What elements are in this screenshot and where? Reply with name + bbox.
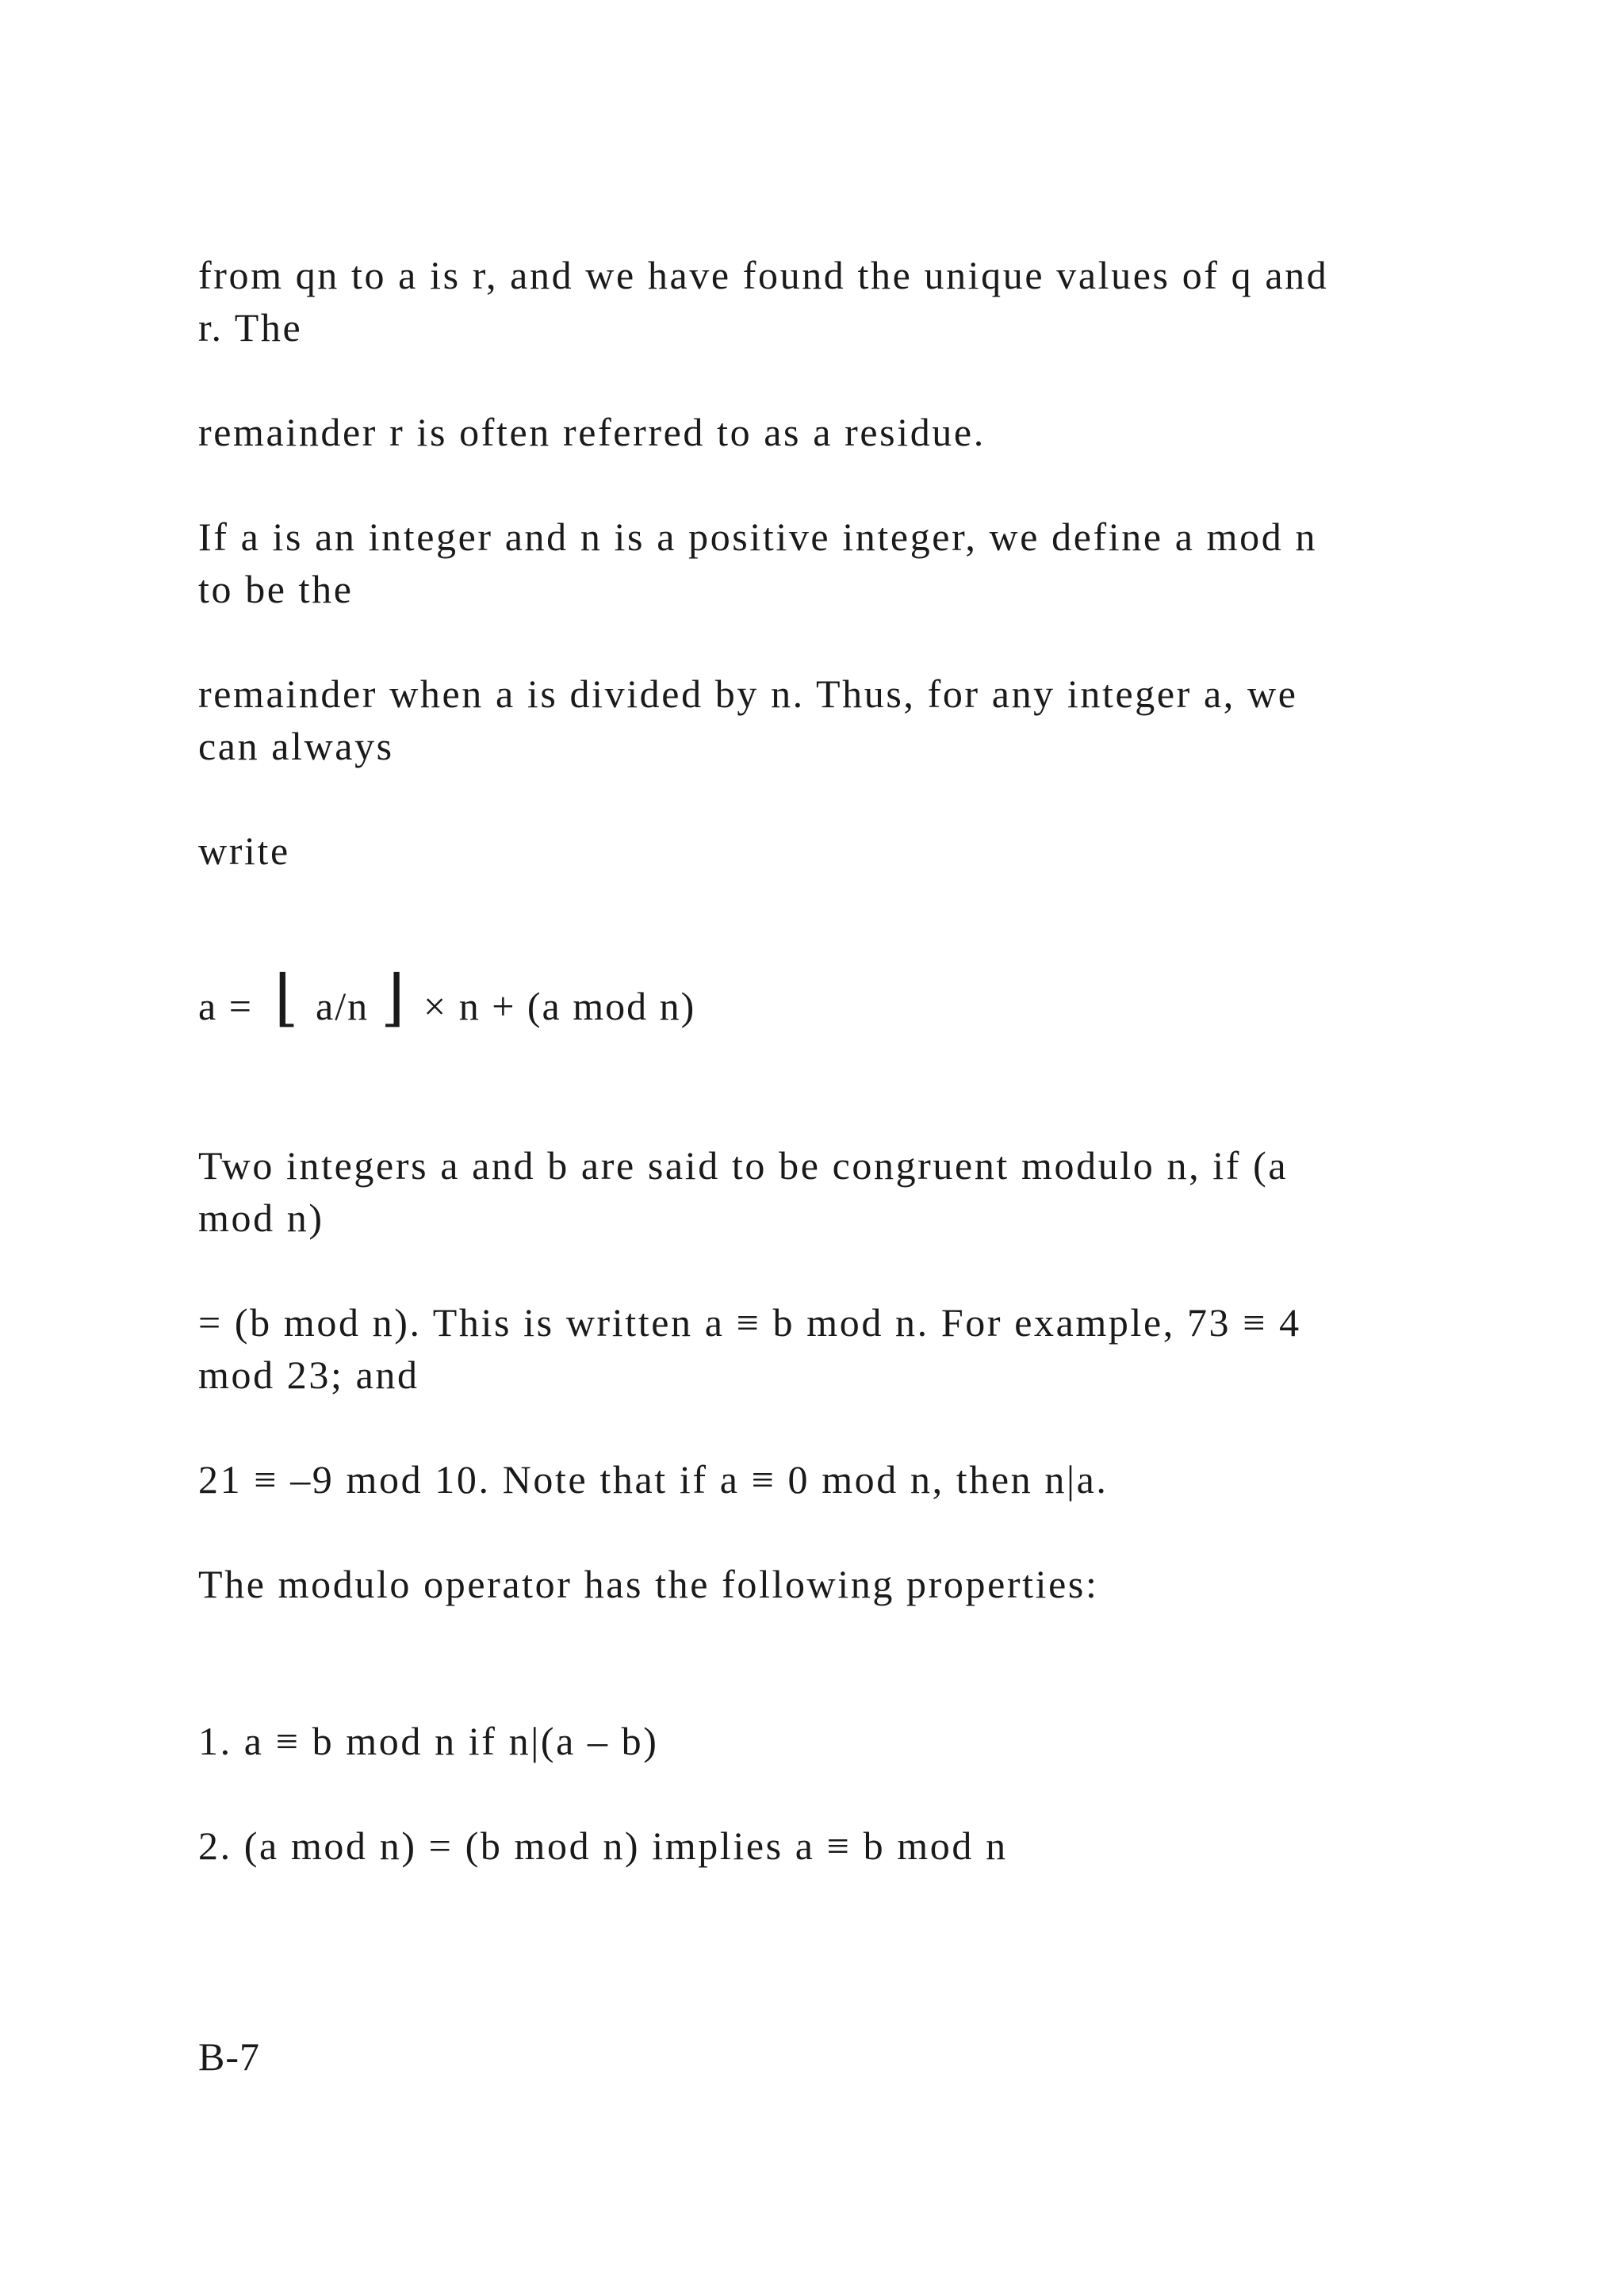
paragraph-4-line-2: can always xyxy=(198,724,394,768)
property-1: 1. a ≡ b mod n if n|(a – b) xyxy=(198,1719,659,1763)
floor-left-bracket: ⌊ xyxy=(274,963,301,1032)
property-2: 2. (a mod n) = (b mod n) implies a ≡ b mod n xyxy=(198,1823,1008,1868)
paragraph-6-line-2: mod n) xyxy=(198,1196,324,1240)
paragraph-3-line-1: If a is an integer and n is a positive integer, we define a mod n xyxy=(198,515,1318,559)
formula-lhs: a = xyxy=(198,984,253,1028)
paragraph-5-line-1: write xyxy=(198,828,290,873)
paragraph-6-line-1: Two integers a and b are said to be congruent modulo n, if (a xyxy=(198,1143,1289,1188)
paragraph-8-line-1: 21 ≡ –9 mod 10. Note that if a ≡ 0 mod n, then n|a. xyxy=(198,1457,1109,1502)
paragraph-1-line-1: from qn to a is r, and we have found the unique values of q and xyxy=(198,253,1329,297)
paragraph-2-line-1: remainder r is often referred to as a residue. xyxy=(198,410,986,454)
paragraph-3-line-2: to be the xyxy=(198,567,354,611)
paragraph-1-line-2: r. The xyxy=(198,305,303,350)
paragraph-7-line-1: = (b mod n). This is written a ≡ b mod n. For example, 73 ≡ 4 xyxy=(198,1300,1301,1345)
floor-right-bracket: ⌋ xyxy=(381,963,407,1032)
paragraph-4-line-1: remainder when a is divided by n. Thus, for any integer a, we xyxy=(198,672,1298,716)
formula-rhs: × n + (a mod n) xyxy=(423,984,696,1028)
formula-inner: a/n xyxy=(316,984,370,1028)
paragraph-7-line-2: mod 23; and xyxy=(198,1353,419,1397)
page-number: B-7 xyxy=(198,2034,260,2079)
paragraph-9-line-1: The modulo operator has the following properties: xyxy=(198,1562,1099,1606)
